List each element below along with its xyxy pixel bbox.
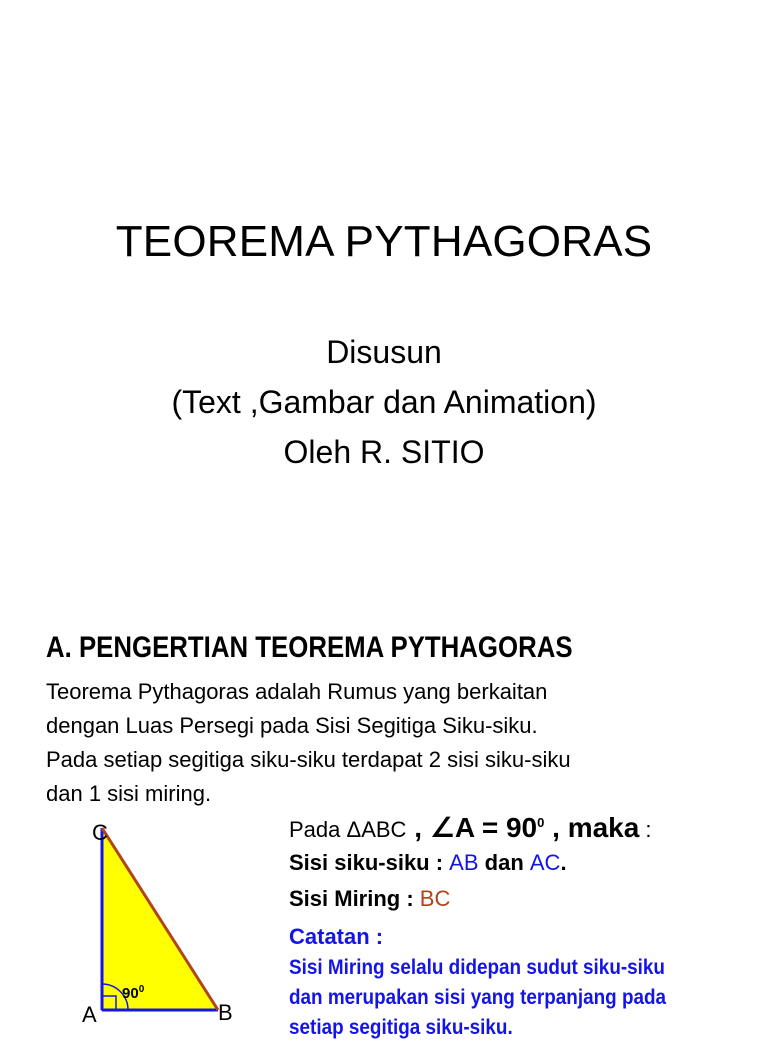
- maka-text: , maka: [544, 812, 640, 843]
- dan-text: dan: [478, 850, 530, 875]
- triangle-statement: [289, 806, 652, 847]
- triangle-name: ΔABC: [346, 817, 407, 842]
- subtitle-line-3: Oleh R. SITIO: [283, 434, 485, 470]
- angle-degree: 0: [537, 815, 545, 830]
- subtitle-line-2: (Text ,Gambar dan Animation): [171, 384, 597, 420]
- slide-title: TEOREMA PYTHAGORAS: [115, 217, 653, 266]
- leg-ab-label: AB: [449, 850, 479, 875]
- angle-statement: ∠A = 90: [429, 812, 538, 843]
- subtitle-line-1: Disusun: [326, 334, 442, 370]
- paragraph-line-1: Teorema Pythagoras adalah Rumus yang berkaitan: [46, 679, 548, 704]
- paragraph-line-4: dan 1 sisi miring.: [46, 781, 212, 806]
- paragraph-line-3: Pada setiap segitiga siku-siku terdapat 2 sisi siku-siku: [46, 747, 571, 772]
- note-line-2: dan merupakan sisi yang terpanjang pada: [289, 986, 667, 1009]
- hyp-bc-label: BC: [419, 886, 451, 911]
- hypotenuse-statement: [289, 882, 450, 916]
- pada-text: Pada: [289, 817, 347, 842]
- hyp-label: Sisi Miring :: [289, 886, 420, 911]
- period-text: .: [560, 850, 567, 875]
- separator: ,: [406, 812, 430, 843]
- vertex-label-b: B: [218, 1000, 233, 1024]
- right-triangle-figure: [80, 816, 250, 1024]
- vertex-label-c: C: [92, 820, 108, 845]
- note-heading: Catatan :: [289, 924, 384, 949]
- colon-text: :: [639, 817, 652, 842]
- section-heading: A. PENGERTIAN TEOREMA PYTHAGORAS: [46, 631, 573, 664]
- note-line-1: Sisi Miring selalu didepan sudut siku-siku: [289, 956, 665, 979]
- legs-statement: [289, 846, 567, 880]
- angle-unit: 0: [138, 984, 145, 995]
- note-line-3: setiap segitiga siku-siku.: [289, 1016, 513, 1039]
- vertex-label-a: A: [82, 1002, 97, 1024]
- leg-ac-label: AC: [529, 850, 561, 875]
- legs-label: Sisi siku-siku :: [289, 850, 450, 875]
- angle-value: 90: [122, 985, 139, 1002]
- paragraph-line-2: dengan Luas Persegi pada Sisi Segitiga Siku-siku.: [46, 713, 538, 738]
